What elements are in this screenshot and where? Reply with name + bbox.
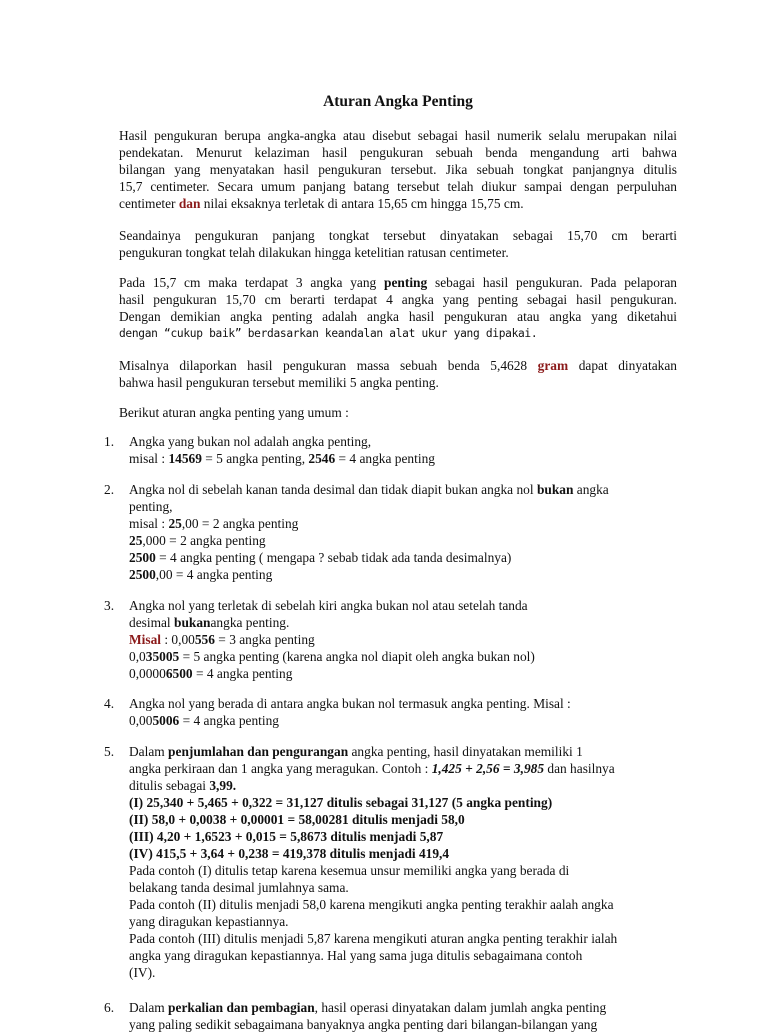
- text-run: dapat dinyatakan: [568, 358, 677, 373]
- text-line: [119, 195, 677, 212]
- text-run: dan hasilnya: [544, 761, 615, 776]
- paragraph-precision: [119, 227, 677, 261]
- text-line: Pada contoh (I) ditulis tetap karena kesemua unsur memiliki angka yang berada di: [129, 863, 570, 878]
- text-run: Dalam: [129, 744, 169, 759]
- text-line: [119, 357, 677, 374]
- text-run: Angka nol di sebelah kanan tanda desimal dan tidak diapit bukan angka nol: [129, 482, 537, 497]
- list-number: 6.: [104, 1000, 115, 1015]
- text-line: yang diragukan kepastiannya.: [129, 914, 289, 929]
- text-run: ,00 = 2 angka penting: [181, 516, 299, 531]
- text-run: ditulis sebagai: [129, 778, 210, 793]
- bold-number: 14569: [168, 451, 202, 466]
- text-line: Pada contoh (II) ditulis menjadi 58,0 karena mengikuti angka penting terakhir aalah angka: [129, 897, 614, 912]
- text-line: [129, 631, 677, 648]
- paragraph-definition: [119, 274, 677, 342]
- text-line: [129, 515, 677, 532]
- text-line: [129, 648, 677, 665]
- text-line: [129, 665, 677, 682]
- text-run: ,00 = 4 angka penting: [155, 567, 273, 582]
- example-line: (I) 25,340 + 5,465 + 0,322 = 31,127 ditulis sebagai 31,127 (5 angka penting): [129, 795, 553, 810]
- bold-number: 2500: [129, 550, 156, 565]
- bold-phrase: perkalian dan pembagian: [168, 1000, 315, 1015]
- text-line: [129, 450, 677, 467]
- example-line: (III) 4,20 + 1,6523 + 0,015 = 5,8673 ditulis menjadi 5,87: [129, 829, 444, 844]
- text-line: penting,: [129, 499, 173, 514]
- text-line: [119, 274, 677, 291]
- text-line: [129, 481, 677, 498]
- text-run: nilai eksaknya terletak di antara 15,65 cm hingga 15,75 cm.: [200, 196, 524, 211]
- text-line: [129, 760, 677, 777]
- rule-body: [129, 433, 677, 467]
- text-line: [129, 614, 677, 631]
- example-line: (II) 58,0 + 0,0038 + 0,00001 = 58,00281 ditulis menjadi 58,0: [129, 812, 465, 827]
- text-line: (IV).: [129, 965, 156, 980]
- text-line: pengukuran tongkat telah dilakukan hingga ketelitian ratusan centimeter.: [119, 245, 509, 260]
- list-number: 4.: [104, 696, 115, 711]
- text-run: centimeter: [119, 196, 179, 211]
- text-line: 15,7 centimeter. Secara umum panjang batang tersebut telah diukur sampai dengan perpuluhan: [119, 179, 677, 194]
- text-run: 0,0: [129, 649, 146, 664]
- text-run: Misalnya dilaporkan hasil pengukuran massa sebuah benda 5,4628: [119, 358, 538, 373]
- rule-body: [129, 597, 677, 682]
- bold-number: 3,99.: [209, 778, 237, 793]
- text-run: Pada 15,7 cm maka terdapat 3 angka yang: [119, 275, 385, 290]
- text-line: [129, 777, 677, 794]
- text-run: ,000 = 2 angka penting: [142, 533, 266, 548]
- bold-number: 6500: [165, 666, 193, 681]
- document-title: Aturan Angka Penting: [323, 93, 473, 110]
- text-line: Pada contoh (III) ditulis menjadi 5,87 karena mengikuti aturan angka penting terakhir ialah: [129, 931, 618, 946]
- rule-body: [129, 999, 677, 1033]
- paragraph-intro: [119, 127, 677, 212]
- text-run: angka: [573, 482, 609, 497]
- text-run: = 5 angka penting (karena angka nol diapit oleh angka bukan nol): [179, 649, 535, 664]
- text-line: angka yang diragukan kepastiannya. Hal yang sama juga ditulis sebagaimana contoh: [129, 948, 583, 963]
- text-run: = 4 angka penting ( mengapa ? sebab tidak ada tanda desimalnya): [155, 550, 512, 565]
- text-line: Angka yang bukan nol adalah angka penting,: [129, 434, 372, 449]
- text-run: = 5 angka penting,: [201, 451, 309, 466]
- text-line: Hasil pengukuran berupa angka-angka atau disebut sebagai hasil numerik selalu merupakan nilai: [119, 128, 677, 143]
- text-run: desimal: [129, 615, 174, 630]
- list-number: 1.: [104, 434, 115, 449]
- bold-number: 556: [194, 632, 215, 647]
- highlight-word: Misal: [129, 632, 161, 647]
- text-run: = 4 angka penting: [179, 713, 279, 728]
- text-line: [129, 712, 677, 729]
- bold-word: bukan: [536, 482, 574, 497]
- rule-body: [129, 695, 677, 729]
- text-line: hasil pengukuran 15,70 cm berarti terdapat 4 angka yang penting sebagai hasil pengukuran.: [119, 292, 677, 307]
- rule-body: [129, 743, 677, 981]
- text-run: : 0,00: [161, 632, 195, 647]
- list-number: 2.: [104, 482, 115, 497]
- text-line: Seandainya pengukuran panjang tongkat tersebut dinyatakan sebagai 15,70 cm berarti: [119, 228, 677, 243]
- text-line: yang paling sedikit sebagaimana banyaknya angka penting dari bilangan-bilangan yang: [129, 1017, 598, 1032]
- text-run: misal :: [129, 451, 169, 466]
- highlight-word: dan: [178, 196, 201, 211]
- text-run: = 3 angka penting: [214, 632, 315, 647]
- bold-number: 2546: [308, 451, 336, 466]
- bold-number: 25: [168, 516, 182, 531]
- example-line: (IV) 415,5 + 3,64 + 0,238 = 419,378 ditulis menjadi 419,4: [129, 846, 450, 861]
- paragraph-example-mass: [119, 357, 677, 391]
- text-run: = 4 angka penting: [335, 451, 435, 466]
- text-run: = 4 angka penting: [192, 666, 293, 681]
- text-run: angka perkiraan dan 1 angka yang meragukan. Contoh :: [129, 761, 432, 776]
- text-line: Angka nol yang berada di antara angka bukan nol termasuk angka penting. Misal :: [129, 696, 571, 711]
- text-run: angka penting, hasil dinyatakan memiliki 1: [348, 744, 583, 759]
- text-line: Berikut aturan angka penting yang umum :: [119, 405, 349, 420]
- text-line: dengan “cukup baik” berdasarkan keandalan alat ukur yang dipakai.: [119, 327, 538, 340]
- bold-italic-equation: 1,425 + 2,56 = 3,985: [431, 761, 545, 776]
- text-line: pendekatan. Menurut kelaziman hasil pengukuran sebuah benda mengandung arti bahwa: [119, 145, 677, 160]
- bold-number: 5006: [152, 713, 180, 728]
- text-line: bilangan yang menyatakan hasil pengukuran tersebut. Jika sebuah tongkat panjangnya ditulis: [119, 162, 677, 177]
- bold-phrase: penjumlahan dan pengurangan: [168, 744, 349, 759]
- text-line: Angka nol yang terletak di sebelah kiri angka bukan nol atau setelah tanda: [129, 598, 528, 613]
- bold-word: penting: [384, 275, 428, 290]
- bold-number: 2500: [129, 567, 156, 582]
- text-run: 0,00: [129, 713, 153, 728]
- text-line: bahwa hasil pengukuran tersebut memiliki 5 angka penting.: [119, 375, 439, 390]
- list-number: 5.: [104, 744, 115, 759]
- text-run: angka penting.: [210, 615, 290, 630]
- text-line: Dengan demikian angka penting adalah angka hasil pengukuran atau angka yang diketahui: [119, 309, 677, 324]
- text-line: [129, 549, 677, 566]
- text-run: Dalam: [129, 1000, 169, 1015]
- text-line: [129, 532, 677, 549]
- bold-number: 35005: [145, 649, 180, 664]
- text-run: , hasil operasi dinyatakan dalam jumlah angka penting: [314, 1000, 607, 1015]
- text-run: sebagai hasil pengukuran. Pada pelaporan: [427, 275, 677, 290]
- text-line: [129, 999, 677, 1016]
- text-line: belakang tanda desimal jumlahnya sama.: [129, 880, 349, 895]
- text-line: [129, 743, 677, 760]
- rule-body: [129, 481, 677, 583]
- paragraph-rules-intro: [119, 404, 677, 421]
- bold-number: 25: [129, 533, 143, 548]
- text-run: misal :: [129, 516, 169, 531]
- text-run: 0,0000: [129, 666, 166, 681]
- text-line: [129, 566, 677, 583]
- highlight-word: gram: [537, 358, 569, 373]
- bold-word: bukan: [174, 615, 211, 630]
- list-number: 3.: [104, 598, 115, 613]
